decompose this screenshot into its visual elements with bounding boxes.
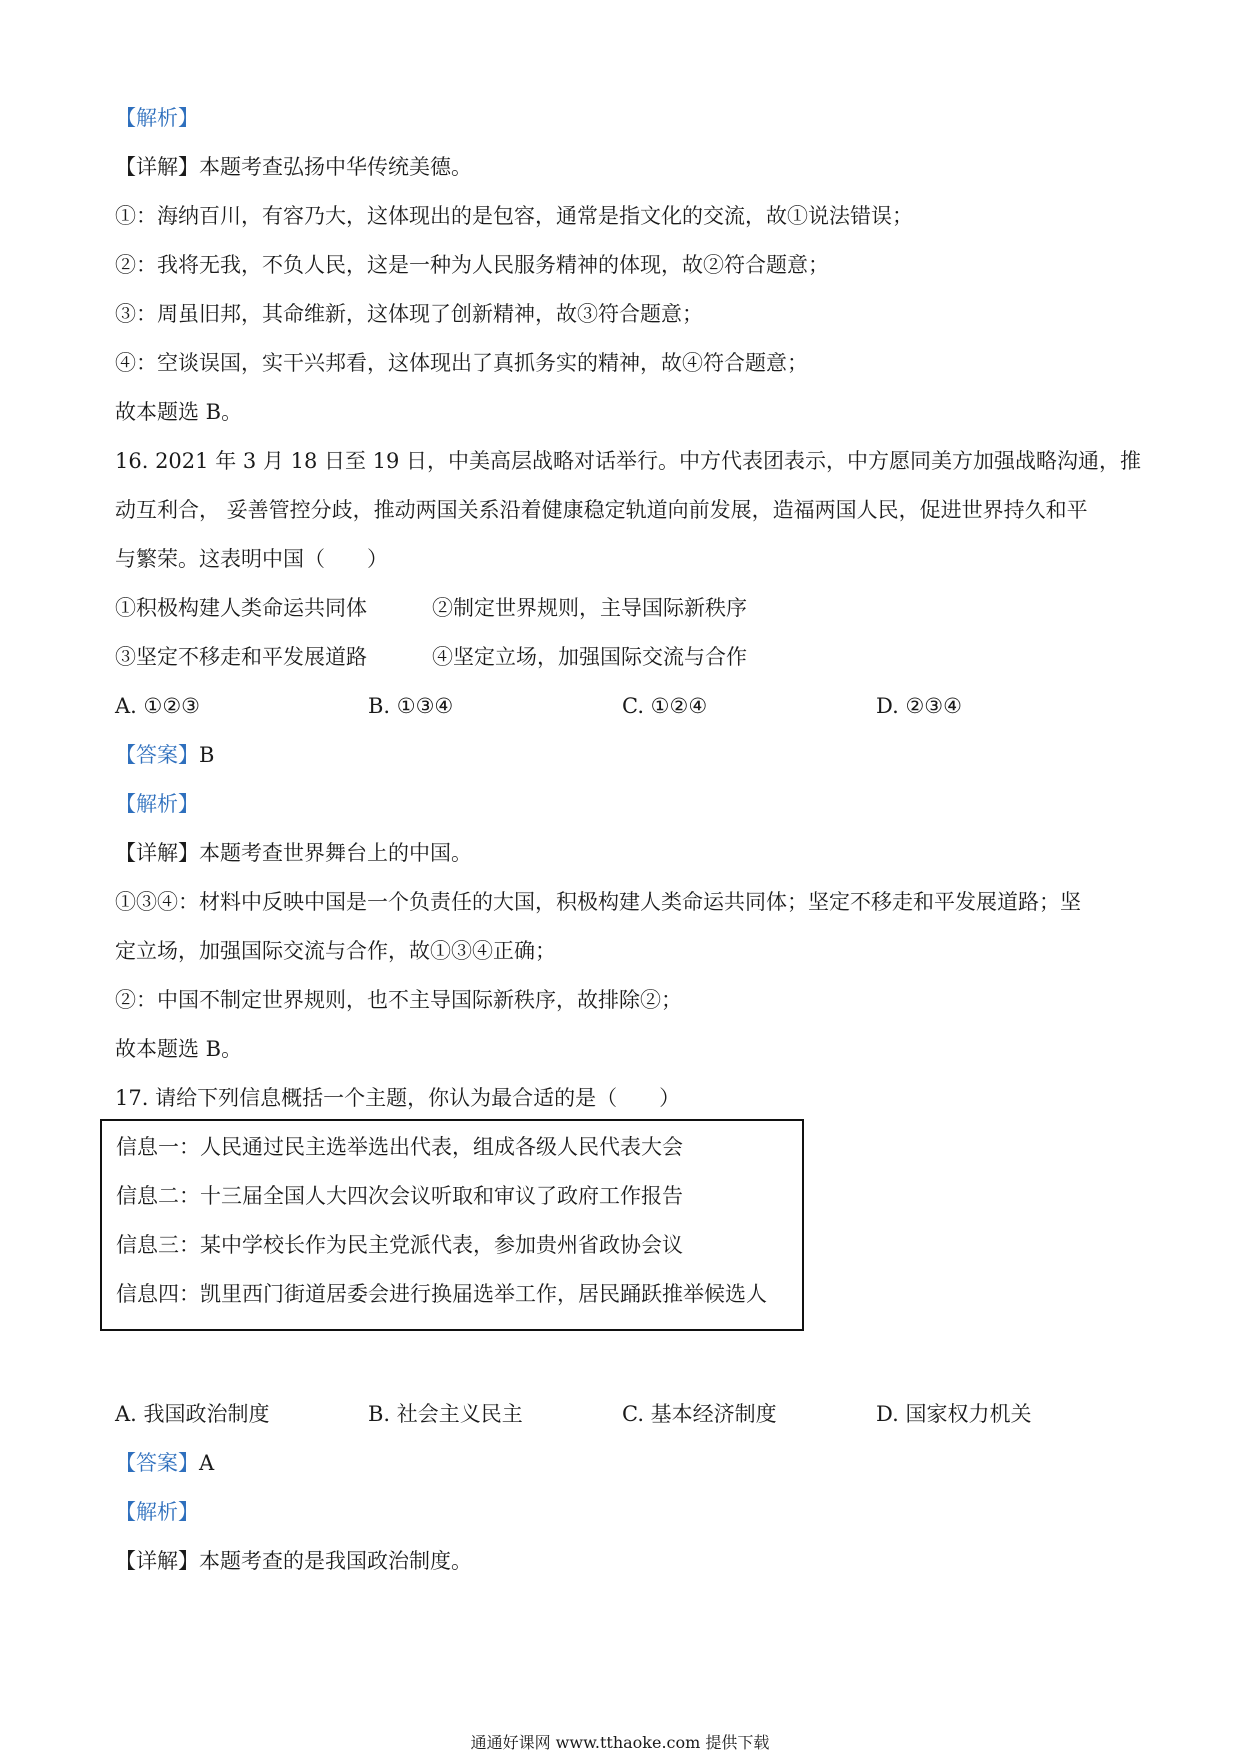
q17-option-b: B. 社会主义民主 — [368, 1402, 523, 1426]
detail-line: 【详解】本题考查的是我国政治制度。 — [115, 1549, 472, 1573]
q16-statement: ③坚定不移走和平发展道路 — [115, 645, 367, 669]
q16-stem-line: 动互利合， 妥善管控分歧，推动两国关系沿着健康稳定轨道向前发展，造福两国人民，促进世界持久和平 — [115, 498, 1088, 522]
q16-statement: ①积极构建人类命运共同体 — [115, 596, 367, 620]
q16-statement: ②制定世界规则，主导国际新秩序 — [432, 596, 747, 620]
conclusion-line: 故本题选 B。 — [115, 400, 243, 424]
answer-value: A — [199, 1451, 215, 1475]
analysis-label: 【解析】 — [115, 106, 199, 130]
detail-line: 【详解】本题考查弘扬中华传统美德。 — [115, 155, 472, 179]
explain-line: ②：中国不制定世界规则，也不主导国际新秩序，故排除②； — [115, 988, 682, 1012]
point-line: ③：周虽旧邦，其命维新，这体现了创新精神，故③符合题意； — [115, 302, 703, 326]
point-line: ④：空谈误国，实干兴邦看，这体现出了真抓务实的精神，故④符合题意； — [115, 351, 808, 375]
q17-answer — [115, 1449, 214, 1477]
q17-option-c: C. 基本经济制度 — [622, 1402, 777, 1426]
page-footer: 通通好课网 www.tthaoke.com 提供下载 — [470, 1733, 770, 1752]
info-line: 信息四：凯里西门街道居委会进行换届选举工作，居民踊跃推举候选人 — [116, 1282, 767, 1306]
detail-line: 【详解】本题考查世界舞台上的中国。 — [115, 841, 472, 865]
q16-option-c: C. ①②④ — [622, 694, 708, 718]
q16-stem-line: 16. 2021 年 3 月 18 日至 19 日，中美高层战略对话举行。中方代表团表示，中方愿同美方加强战略沟通，推 — [115, 449, 1142, 473]
q16-option-d: D. ②③④ — [876, 694, 962, 718]
answer-label: 【答案】 — [115, 743, 199, 767]
info-line: 信息二：十三届全国人大四次会议听取和审议了政府工作报告 — [116, 1184, 683, 1208]
q16-answer — [115, 741, 214, 769]
q16-stem-line: 与繁荣。这表明中国（ ） — [115, 547, 388, 571]
answer-value: B — [199, 743, 215, 767]
q16-option-b: B. ①③④ — [368, 694, 454, 718]
analysis-label: 【解析】 — [115, 1500, 199, 1524]
q16-statement: ④坚定立场，加强国际交流与合作 — [432, 645, 747, 669]
q17-option-d: D. 国家权力机关 — [876, 1402, 1032, 1426]
q16-option-a: A. ①②③ — [115, 694, 200, 718]
point-line: ②：我将无我，不负人民，这是一种为人民服务精神的体现，故②符合题意； — [115, 253, 829, 277]
conclusion-line: 故本题选 B。 — [115, 1037, 243, 1061]
info-box — [100, 1119, 804, 1331]
explain-line: ①③④：材料中反映中国是一个负责任的大国，积极构建人类命运共同体；坚定不移走和平发展道路；坚 — [115, 890, 1081, 914]
info-line: 信息一：人民通过民主选举选出代表，组成各级人民代表大会 — [116, 1135, 683, 1159]
info-line: 信息三：某中学校长作为民主党派代表，参加贵州省政协会议 — [116, 1233, 683, 1257]
answer-label: 【答案】 — [115, 1451, 199, 1475]
explain-line: 定立场，加强国际交流与合作，故①③④正确； — [115, 939, 556, 963]
point-line: ①：海纳百川，有容乃大，这体现出的是包容，通常是指文化的交流，故①说法错误； — [115, 204, 913, 228]
q17-stem: 17. 请给下列信息概括一个主题，你认为最合适的是（ ） — [115, 1086, 681, 1110]
q17-option-a: A. 我国政治制度 — [115, 1402, 270, 1426]
analysis-label: 【解析】 — [115, 792, 199, 816]
